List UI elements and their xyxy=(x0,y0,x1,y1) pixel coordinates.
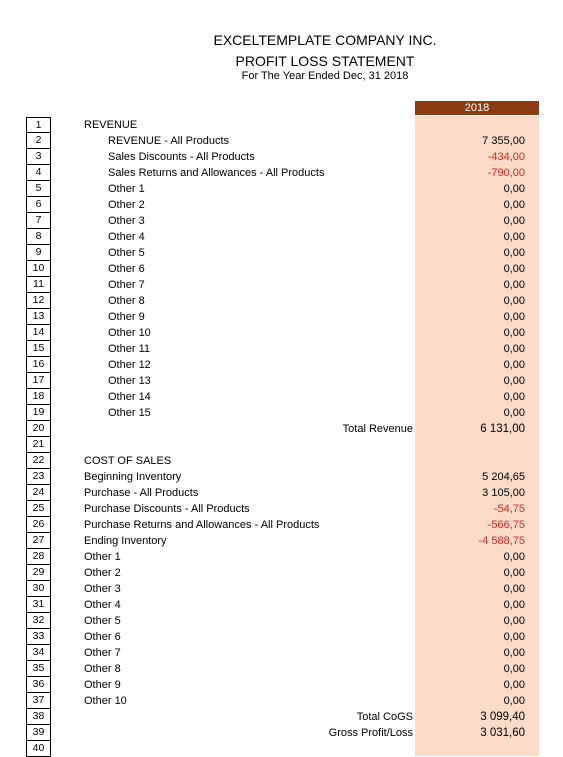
statement-row xyxy=(0,613,563,629)
statement-row xyxy=(0,437,563,453)
row-number[interactable]: 24 xyxy=(26,485,51,501)
row-number[interactable]: 13 xyxy=(26,309,51,325)
line-item-value[interactable]: 0,00 xyxy=(503,375,525,387)
row-number[interactable]: 40 xyxy=(26,741,51,757)
row-number[interactable]: 2 xyxy=(26,133,51,149)
statement-row xyxy=(0,629,563,645)
row-number[interactable]: 3 xyxy=(26,149,51,165)
line-item-value[interactable]: 0,00 xyxy=(503,183,525,195)
line-item-label[interactable]: Other 10 xyxy=(84,695,127,707)
line-item-value[interactable]: 0,00 xyxy=(503,679,525,691)
statement-row xyxy=(0,293,563,309)
row-number[interactable]: 39 xyxy=(26,725,51,741)
line-item-value[interactable]: 0,00 xyxy=(503,551,525,563)
statement-row xyxy=(0,741,563,757)
statement-row xyxy=(0,405,563,421)
line-item-value[interactable]: 0,00 xyxy=(503,311,525,323)
row-number[interactable]: 30 xyxy=(26,581,51,597)
line-item-label[interactable]: Ending Inventory xyxy=(84,535,167,547)
statement-row xyxy=(0,677,563,693)
row-number[interactable]: 32 xyxy=(26,613,51,629)
line-item-value[interactable]: -790,00 xyxy=(487,167,525,179)
line-item-label[interactable]: Other 11 xyxy=(108,343,150,355)
row-number[interactable]: 31 xyxy=(26,597,51,613)
line-item-value[interactable]: 0,00 xyxy=(503,263,525,275)
statement-row xyxy=(0,245,563,261)
statement-row xyxy=(0,229,563,245)
year-column-header[interactable]: 2018 xyxy=(415,101,539,115)
line-item-label[interactable]: Other 3 xyxy=(84,583,121,595)
row-number[interactable]: 22 xyxy=(26,453,51,469)
line-item-label[interactable]: Other 6 xyxy=(108,263,145,275)
line-item-value[interactable]: 0,00 xyxy=(503,599,525,611)
line-item-value[interactable]: 7 355,00 xyxy=(482,135,525,147)
row-number[interactable]: 20 xyxy=(26,421,51,437)
row-number[interactable]: 27 xyxy=(26,533,51,549)
row-number[interactable]: 38 xyxy=(26,709,51,725)
statement-row xyxy=(0,133,563,149)
statement-row xyxy=(0,261,563,277)
line-item-value[interactable]: 0,00 xyxy=(503,647,525,659)
row-number[interactable]: 23 xyxy=(26,469,51,485)
line-item-label[interactable]: Other 6 xyxy=(84,631,121,643)
line-item-value[interactable]: 0,00 xyxy=(503,215,525,227)
row-number[interactable]: 18 xyxy=(26,389,51,405)
row-number[interactable]: 21 xyxy=(26,437,51,453)
line-item-value[interactable]: -566,75 xyxy=(487,519,525,531)
row-number[interactable]: 19 xyxy=(26,405,51,421)
line-item-value[interactable]: 0,00 xyxy=(503,615,525,627)
row-number[interactable]: 25 xyxy=(26,501,51,517)
line-item-label[interactable]: Other 4 xyxy=(108,231,145,243)
line-item-label[interactable]: Other 15 xyxy=(108,407,151,419)
row-number[interactable]: 17 xyxy=(26,373,51,389)
statement-row xyxy=(0,357,563,373)
line-item-label[interactable]: Other 5 xyxy=(84,615,121,627)
statement-row xyxy=(0,565,563,581)
line-item-value[interactable]: 0,00 xyxy=(503,391,525,403)
line-item-value[interactable]: 0,00 xyxy=(503,247,525,259)
row-number[interactable]: 16 xyxy=(26,357,51,373)
line-item-label[interactable]: Sales Returns and Allowances - All Products xyxy=(108,167,325,179)
line-item-label[interactable]: COST OF SALES xyxy=(84,455,172,467)
statement-row xyxy=(0,165,563,181)
line-item-value[interactable]: 3 105,00 xyxy=(482,487,525,499)
statement-row xyxy=(0,197,563,213)
statement-row xyxy=(0,117,563,133)
line-item-value[interactable]: 0,00 xyxy=(503,567,525,579)
line-item-value[interactable]: 0,00 xyxy=(503,279,525,291)
line-item-value[interactable]: 0,00 xyxy=(503,199,525,211)
row-number[interactable]: 1 xyxy=(26,117,51,133)
line-item-label[interactable]: Other 7 xyxy=(84,647,121,659)
row-number[interactable]: 33 xyxy=(26,629,51,645)
statement-row xyxy=(0,277,563,293)
statement-row xyxy=(0,501,563,517)
statement-rows xyxy=(0,117,563,757)
statement-row xyxy=(0,325,563,341)
statement-period: For The Year Ended Dec, 31 2018 xyxy=(241,70,409,82)
line-item-label[interactable]: REVENUE xyxy=(84,119,138,131)
statement-row xyxy=(0,645,563,661)
line-item-label[interactable]: Other 3 xyxy=(108,215,145,227)
line-item-label[interactable]: REVENUE - All Products xyxy=(108,135,230,147)
statement-row xyxy=(0,597,563,613)
statement-row xyxy=(0,341,563,357)
total-value[interactable]: 6 131,00 xyxy=(480,423,525,435)
statement-row xyxy=(0,709,563,725)
line-item-value[interactable]: 0,00 xyxy=(503,663,525,675)
company-name: EXCELTEMPLATE COMPANY INC. xyxy=(213,32,437,48)
row-number[interactable]: 36 xyxy=(26,677,51,693)
line-item-value[interactable]: 0,00 xyxy=(503,407,525,419)
line-item-value[interactable]: 0,00 xyxy=(503,695,525,707)
statement-row xyxy=(0,373,563,389)
statement-row xyxy=(0,181,563,197)
row-number[interactable]: 28 xyxy=(26,549,51,565)
row-number[interactable]: 11 xyxy=(26,277,51,293)
statement-row xyxy=(0,725,563,741)
statement-row xyxy=(0,213,563,229)
statement-row xyxy=(0,421,563,437)
line-item-label[interactable]: Other 1 xyxy=(84,551,121,563)
line-item-label[interactable]: Other 4 xyxy=(84,599,121,611)
row-number[interactable]: 26 xyxy=(26,517,51,533)
row-number[interactable]: 7 xyxy=(26,213,51,229)
total-label[interactable]: Gross Profit/Loss xyxy=(328,727,413,739)
line-item-value[interactable]: -54,75 xyxy=(493,503,525,515)
line-item-label[interactable]: Other 1 xyxy=(108,183,145,195)
total-value[interactable]: 3 031,60 xyxy=(480,727,525,739)
row-number[interactable]: 35 xyxy=(26,661,51,677)
line-item-value[interactable]: 0,00 xyxy=(503,359,525,371)
row-number[interactable]: 12 xyxy=(26,293,51,309)
line-item-value[interactable]: 0,00 xyxy=(503,327,525,339)
total-value[interactable]: 3 099,40 xyxy=(480,711,525,723)
line-item-label[interactable]: Other 2 xyxy=(84,567,121,579)
statement-row xyxy=(0,549,563,565)
row-number[interactable]: 5 xyxy=(26,181,51,197)
line-item-label[interactable]: Purchase - All Products xyxy=(84,487,199,499)
row-number[interactable]: 34 xyxy=(26,645,51,661)
line-item-label[interactable]: Purchase Discounts - All Products xyxy=(84,503,250,515)
line-item-label[interactable]: Other 7 xyxy=(108,279,145,291)
line-item-label[interactable]: Other 8 xyxy=(108,295,145,307)
line-item-value[interactable]: 0,00 xyxy=(503,631,525,643)
line-item-value[interactable]: 0,00 xyxy=(503,343,525,355)
line-item-value[interactable]: -4 588,75 xyxy=(478,535,525,547)
line-item-value[interactable]: 5 204,65 xyxy=(482,471,525,483)
line-item-label[interactable]: Other 8 xyxy=(84,663,121,675)
statement-row xyxy=(0,149,563,165)
row-number[interactable]: 4 xyxy=(26,165,51,181)
statement-row xyxy=(0,309,563,325)
statement-row xyxy=(0,469,563,485)
statement-row xyxy=(0,517,563,533)
total-label[interactable]: Total Revenue xyxy=(342,423,413,435)
row-number[interactable]: 14 xyxy=(26,325,51,341)
line-item-label[interactable]: Beginning Inventory xyxy=(84,471,182,483)
line-item-value[interactable]: 0,00 xyxy=(503,295,525,307)
statement-row xyxy=(0,581,563,597)
statement-row xyxy=(0,485,563,501)
total-label[interactable]: Total CoGS xyxy=(356,711,413,723)
line-item-label[interactable]: Other 9 xyxy=(108,311,145,323)
statement-row xyxy=(0,661,563,677)
statement-title: PROFIT LOSS STATEMENT xyxy=(235,53,415,69)
line-item-value[interactable]: 0,00 xyxy=(503,231,525,243)
line-item-label[interactable]: Other 9 xyxy=(84,679,121,691)
line-item-value[interactable]: 0,00 xyxy=(503,583,525,595)
line-item-label[interactable]: Other 10 xyxy=(108,327,151,339)
statement-row xyxy=(0,453,563,469)
line-item-label[interactable]: Other 13 xyxy=(108,375,151,387)
statement-row xyxy=(0,389,563,405)
line-item-label[interactable]: Other 2 xyxy=(108,199,145,211)
row-number[interactable]: 10 xyxy=(26,261,51,277)
line-item-label[interactable]: Other 5 xyxy=(108,247,145,259)
row-number[interactable]: 6 xyxy=(26,197,51,213)
line-item-label[interactable]: Other 12 xyxy=(108,359,151,371)
row-number[interactable]: 8 xyxy=(26,229,51,245)
statement-row xyxy=(0,533,563,549)
line-item-value[interactable]: -434,00 xyxy=(487,151,525,163)
row-number[interactable]: 9 xyxy=(26,245,51,261)
line-item-label[interactable]: Purchase Returns and Allowances - All Products xyxy=(84,519,320,531)
line-item-label[interactable]: Sales Discounts - All Products xyxy=(108,151,255,163)
line-item-label[interactable]: Other 14 xyxy=(108,391,151,403)
row-number[interactable]: 37 xyxy=(26,693,51,709)
row-number[interactable]: 15 xyxy=(26,341,51,357)
statement-row xyxy=(0,693,563,709)
row-number[interactable]: 29 xyxy=(26,565,51,581)
